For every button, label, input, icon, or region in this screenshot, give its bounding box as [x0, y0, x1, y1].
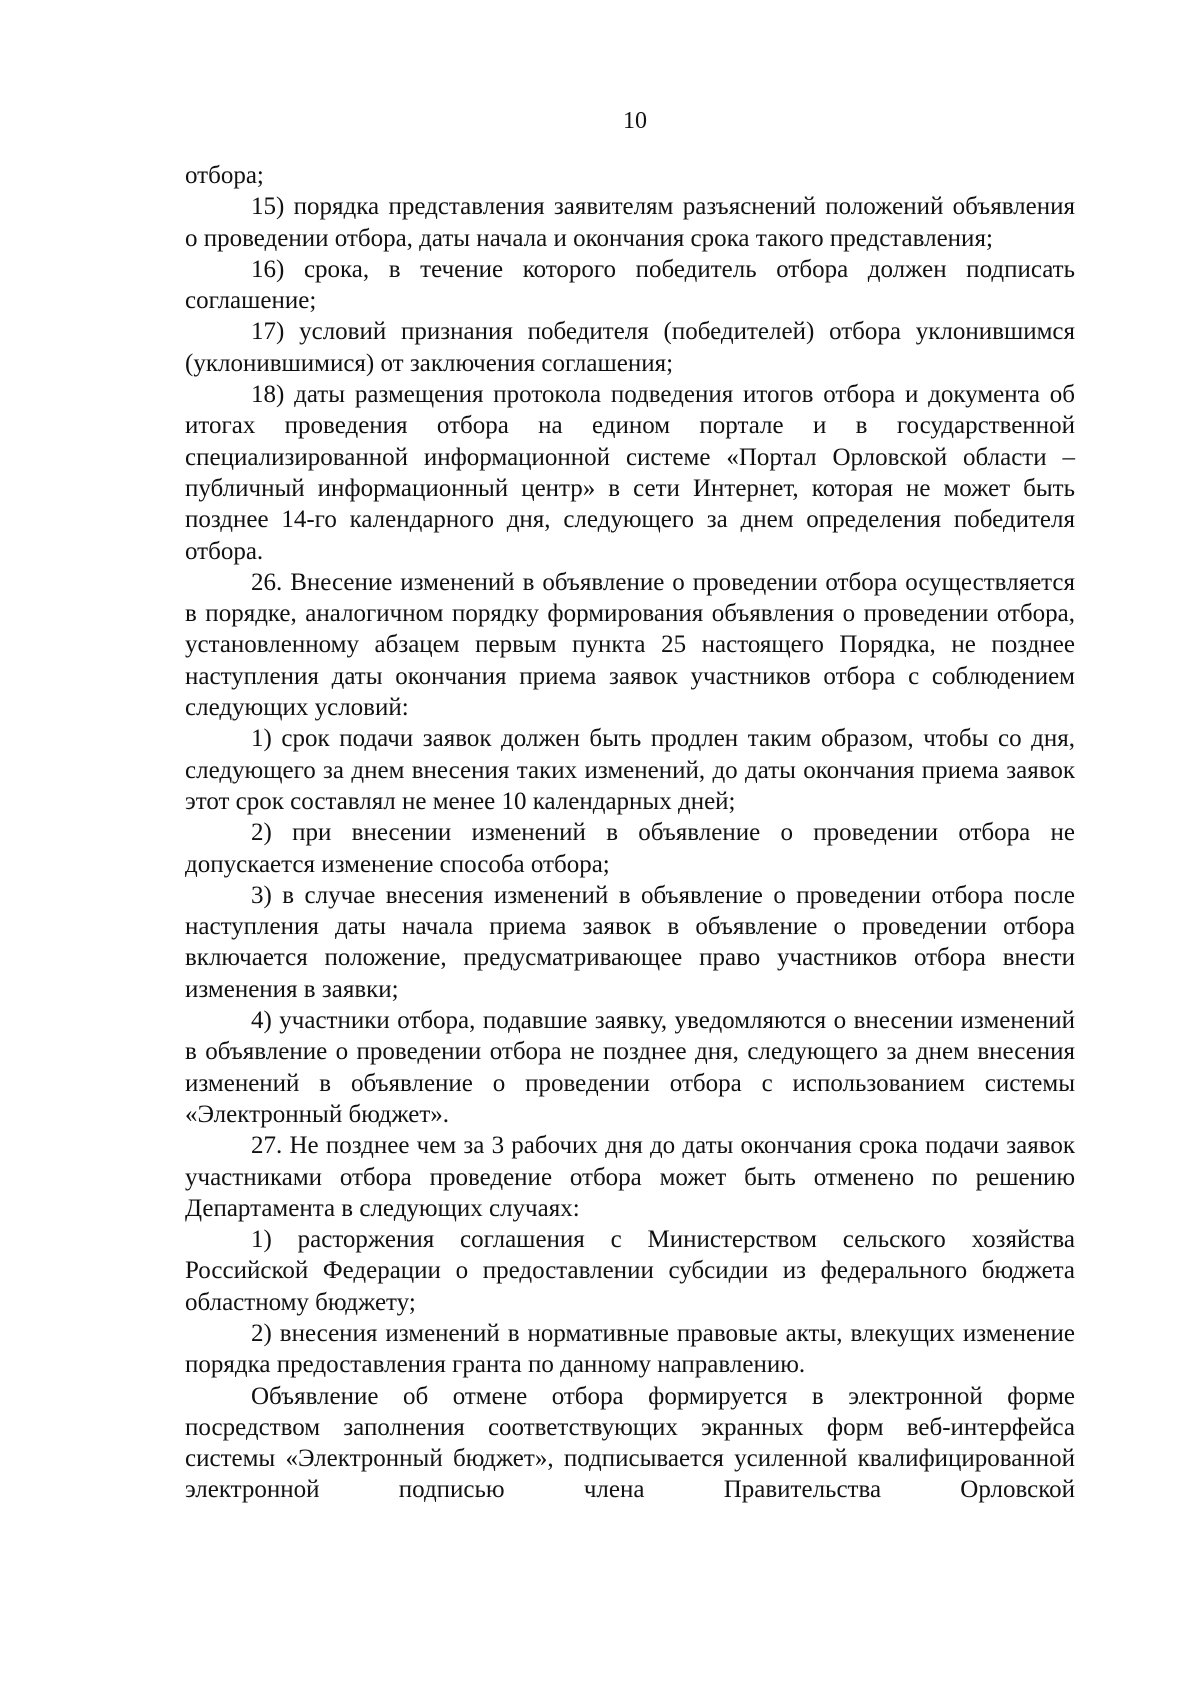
paragraph-item-18: 18) даты размещения протокола подведения итогов отбора и документа об итогах проведения отбора на едином портале и в государственной специализированной информационной системе «Портал Орловской области – публичный информационный центр» в сети Интернет, которая не может быть позднее 14-го календарного дня, следующего за днем определения победителя отбора. [185, 381, 1075, 565]
page-number: 10 [623, 108, 647, 134]
paragraph-clause-26: 26. Внесение изменений в объявление о проведении отбора осуществляется в порядке, аналогичном порядку формирования объявления о проведении отбора, установленному абзацем первым пункта 25 настоящего Порядка, не позднее наступления даты окончания приема заявок участников отбора с соблюдением следующих условий: [185, 568, 1075, 722]
paragraph-item-15: 15) порядка представления заявителям разъяснений положений объявления о проведении отбора, даты начала и окончания срока такого представления; [185, 193, 1075, 252]
paragraph-cancellation-notice: Объявление об отмене отбора формируется в электронной форме посредством заполнения соответствующих экранных форм веб-интерфейса системы «Электронный бюджет», подписывается усиленной квалифицированной электронной подписью члена Правительства Орловской [185, 1382, 1075, 1504]
paragraph-clause-27-item-2: 2) внесения изменений в нормативные правовые акты, влекущих изменение порядка предоставления гранта по данному направлению. [185, 1319, 1075, 1379]
paragraph-clause-26-item-2: 2) при внесении изменений в объявление о проведении отбора не допускается изменение способа отбора; [185, 819, 1075, 878]
paragraph-item-17: 17) условий признания победителя (победителей) отбора уклонившимся (уклонившимися) от заключения соглашения; [185, 318, 1075, 377]
paragraph-clause-26-item-3: 3) в случае внесения изменений в объявление о проведении отбора после наступления даты начала приема заявок в объявление о проведении отбора включается положение, предусматривающее право участников отбора внести изменения в заявки; [185, 881, 1075, 1003]
paragraph-item-16: 16) срока, в течение которого победитель отбора должен подписать соглашение; [185, 255, 1075, 315]
paragraph-clause-27: 27. Не позднее чем за 3 рабочих дня до даты окончания срока подачи заявок участниками отбора проведение отбора может быть отменено по решению Департамента в следующих случаях: [185, 1132, 1075, 1222]
document-body [185, 160, 1075, 1506]
paragraph-clause-26-item-4: 4) участники отбора, подавшие заявку, уведомляются о внесении изменений в объявление о проведении отбора не позднее дня, следующего за днем внесения изменений в объявление о проведении отбора с использованием системы «Электронный бюджет». [185, 1007, 1075, 1128]
paragraph-continuation: отбора; [185, 162, 264, 189]
paragraph-clause-27-item-1: 1) расторжения соглашения с Министерством сельского хозяйства Российской Федерации о предоставлении субсидии из федерального бюджета областному бюджету; [185, 1226, 1075, 1316]
paragraph-clause-26-item-1: 1) срок подачи заявок должен быть продлен таким образом, чтобы со дня, следующего за днем внесения таких изменений, до даты окончания приема заявок этот срок составлял не менее 10 календарных дней; [185, 725, 1075, 815]
